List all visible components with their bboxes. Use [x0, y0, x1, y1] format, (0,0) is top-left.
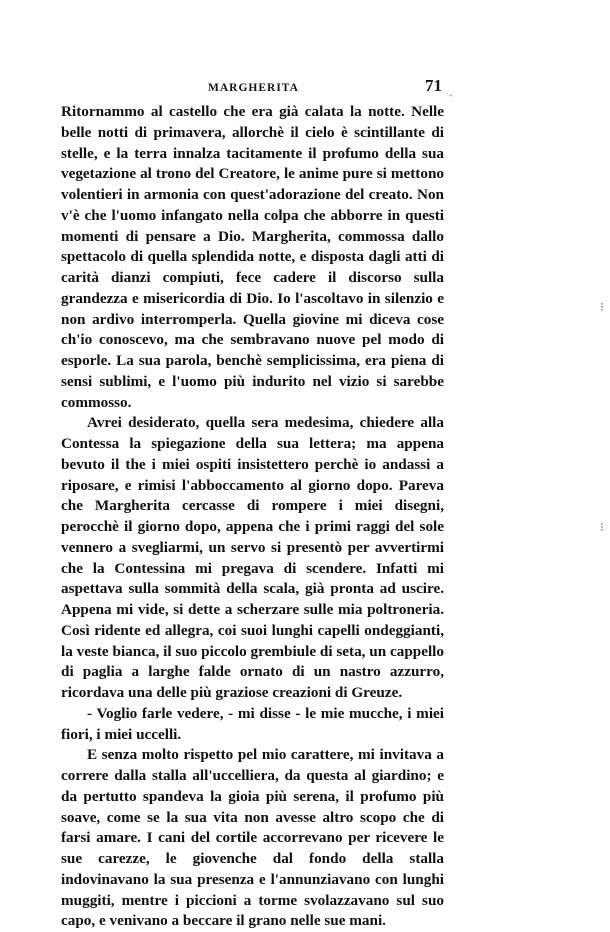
margin-mark: ⁝	[600, 520, 604, 534]
paragraph: Ritornammo al castello che era già calata la notte. Nelle belle notti di primavera, allorchè il cielo è scintillante di stelle, e la terra innalza tacitamente il profumo della sua vegetazione al trono del Creatore, le anime pure si mettono volentieri in armonia con quest'adorazione del creato. Non v'è che l'uomo infangato nella colpa che abborre in questi momenti di pensare a Dio. Margherita, commossa dallo spettacolo di quella splendida notte, e disposta dagli atti di carità dianzi compiuti, fece cadere il discorso sulla grandezza e misericordia di Dio. Io l'ascoltavo in silenzio e non ardivo interromperla. Quella giovine mi diceva cose ch'io conoscevo, ma che sembravano nuove pel modo di esporle. La sua parola, benchè semplicissima, era piena di sensi sublimi, e l'uomo più indurito nel vizio si sarebbe commosso.	[61, 103, 444, 411]
paragraph: - Voglio farle vedere, - mi disse - le mie mucche, i miei fiori, i miei uccelli.	[61, 704, 444, 743]
margin-mark: ⁝	[600, 300, 604, 314]
body-text	[61, 102, 444, 932]
page-number: 71	[425, 76, 442, 95]
margin-mark: `	[449, 92, 453, 106]
paragraph: E senza molto rispetto pel mio carattere, mi invitava a correre dalla stalla all'uccelliera, da questa al giardino; e da pertutto spandeva la gioia più serena, il profumo più soave, come se la sua vita non avesse altro scopo che di farsi amare. I cani del cortile accorrevano per ricevere le sue carezze, le giovenche dal fondo della stalla indovinavano la sua presenza e l'annunziavano con lunghi muggiti, mentre i piccioni a torme svolazzavano sul suo capo, e venivano a beccare il grano nelle sue mani.	[61, 746, 444, 930]
running-title: MARGHERITA	[208, 82, 299, 94]
paragraph: Avrei desiderato, quella sera medesima, chiedere alla Contessa la spiegazione della sua lettera; ma appena bevuto il the i miei ospiti insistettero perchè io andassi a riposare, e rimisi l'abboccamento al giorno dopo. Pareva che Margherita cercasse di rompere i miei disegni, perocchè il giorno dopo, appena che i primi raggi del sole vennero a svegliarmi, un servo si presentò per avvertirmi che la Contessina mi pregava di scendere. Infatti mi aspettava sulla sommità della scala, già pronta ad uscire. Appena mi vide, si dette a scherzare sulle mia poltroneria. Così ridente ed allegra, coi suoi lunghi capelli ondeggianti, la veste bianca, il suo piccolo grembiule di seta, un cappello di paglia a larghe falde ornato di un nastro azzurro, ricordava una delle più graziose creazioni di Greuze.	[61, 414, 444, 701]
